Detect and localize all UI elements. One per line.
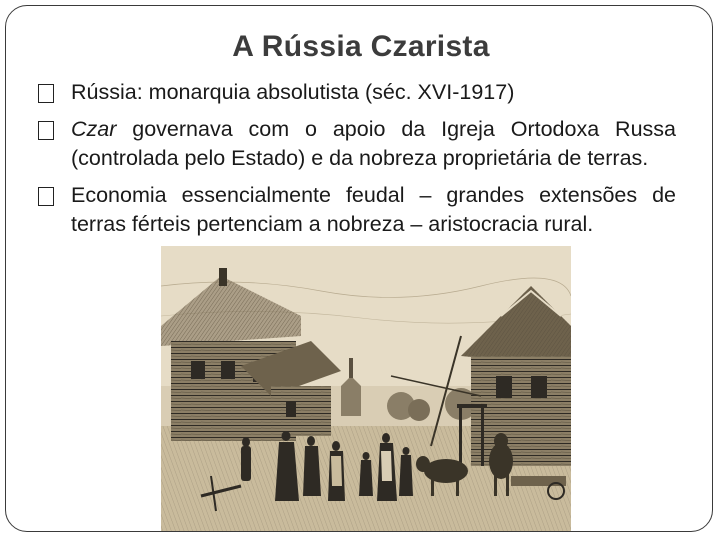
- bullet-text: Rússia: monarquia absolutista (séc. XVI-1917): [71, 80, 515, 104]
- bullet-italic-lead: Czar: [71, 117, 117, 141]
- bullet-text: Economia essencialmente feudal – grandes extensões de terras férteis pertenciam a nobreza – aristocracia rural.: [71, 183, 676, 236]
- bullet-text: governava com o apoio da Igreja Ortodoxa Russa (controlada pelo Estado) e da nobreza proprietária de terras.: [71, 117, 676, 170]
- slide-title: A Rússia Czarista: [232, 30, 490, 63]
- square-bullet-icon: [38, 84, 54, 103]
- bullet-item-feudal-economy: [36, 181, 676, 239]
- square-bullet-icon: [38, 121, 54, 140]
- russian-village-engraving: [161, 246, 571, 532]
- square-bullet-icon: [38, 187, 54, 206]
- bullet-item-russia-monarchy: [36, 78, 676, 107]
- slide-frame: [5, 5, 713, 532]
- bullet-list: [36, 78, 676, 247]
- bullet-item-czar-governed: [36, 115, 676, 173]
